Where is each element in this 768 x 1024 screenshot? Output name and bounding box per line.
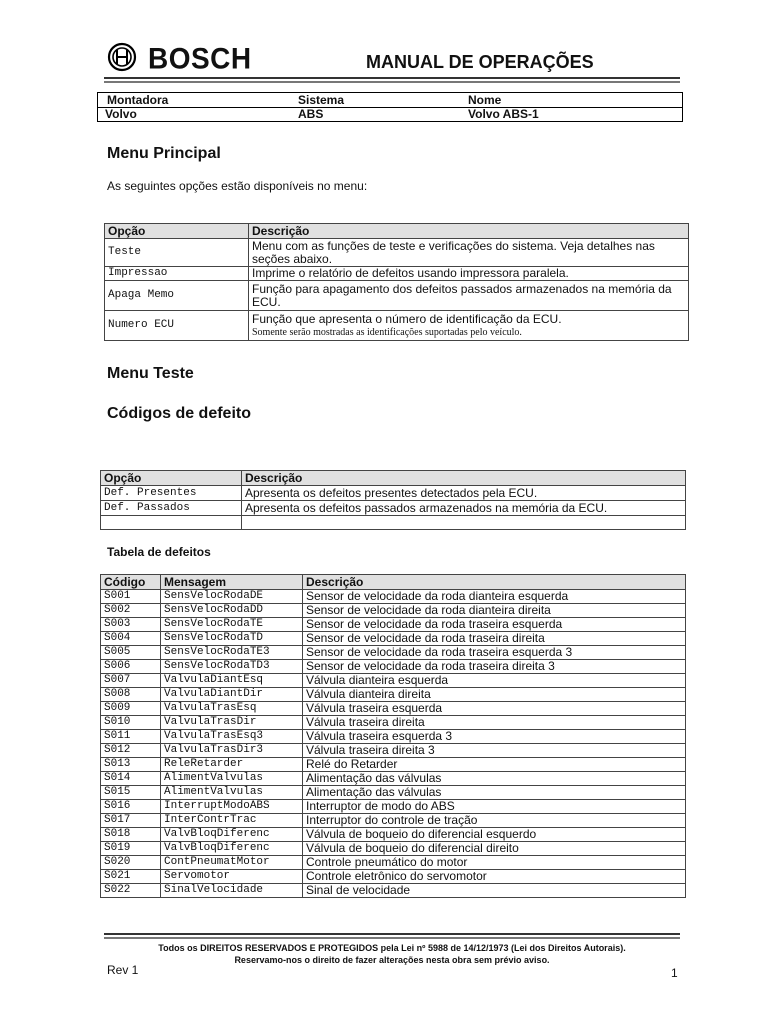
document-title: MANUAL DE OPERAÇÕES <box>366 52 594 72</box>
table-header-row <box>105 224 689 239</box>
column-header-descricao: Descrição <box>242 471 686 486</box>
defect-code-cell: S009 <box>101 702 161 716</box>
table-row <box>101 856 686 870</box>
option-cell: Impressao <box>105 267 249 281</box>
table-header-row <box>101 575 686 590</box>
column-header-descricao: Descrição <box>249 224 689 239</box>
section-heading-menu-principal: Menu Principal <box>107 145 221 162</box>
table-row <box>101 618 686 632</box>
defect-description-cell: Válvula dianteira esquerda <box>303 674 686 688</box>
defect-code-cell: S002 <box>101 604 161 618</box>
defect-code-cell: S017 <box>101 814 161 828</box>
bosch-logo-icon <box>107 42 137 72</box>
defect-description-cell: Válvula traseira esquerda <box>303 702 686 716</box>
table-row <box>101 744 686 758</box>
defect-message-cell: ValvulaDiantDir <box>161 688 303 702</box>
description-cell <box>249 311 689 341</box>
defect-description-cell: Válvula de boqueio do diferencial esquerdo <box>303 828 686 842</box>
defect-message-cell: SensVelocRodaTD3 <box>161 660 303 674</box>
description-cell: Função para apagamento dos defeitos passados armazenados na memória da ECU. <box>249 281 689 311</box>
column-header-codigo: Código <box>101 575 161 590</box>
defect-description-cell: Interruptor do controle de tração <box>303 814 686 828</box>
value-montadora: Volvo <box>105 107 137 121</box>
defect-code-cell: S012 <box>101 744 161 758</box>
defect-message-cell: Servomotor <box>161 870 303 884</box>
defect-description-cell: Controle pneumático do motor <box>303 856 686 870</box>
defect-description-cell: Interruptor de modo do ABS <box>303 800 686 814</box>
page-number: 1 <box>671 966 678 980</box>
defect-message-cell: SensVelocRodaTD <box>161 632 303 646</box>
table-header-row <box>101 471 686 486</box>
description-cell: Apresenta os defeitos presentes detectados pela ECU. <box>242 486 686 501</box>
defect-message-cell: SinalVelocidade <box>161 884 303 898</box>
defect-code-cell: S019 <box>101 842 161 856</box>
value-nome: Volvo ABS-1 <box>468 107 539 121</box>
defect-description-cell: Válvula traseira direita 3 <box>303 744 686 758</box>
table-row <box>101 646 686 660</box>
defect-message-cell: ReleRetarder <box>161 758 303 772</box>
defect-table <box>100 574 686 898</box>
defect-code-cell: S022 <box>101 884 161 898</box>
table-row <box>105 267 689 281</box>
option-cell: Teste <box>105 239 249 267</box>
defect-code-cell: S014 <box>101 772 161 786</box>
defect-description-cell: Sensor de velocidade da roda traseira esquerda <box>303 618 686 632</box>
defect-description-cell: Sensor de velocidade da roda dianteira direita <box>303 604 686 618</box>
defect-message-cell: SensVelocRodaDD <box>161 604 303 618</box>
defect-message-cell: ValvBloqDiferenc <box>161 842 303 856</box>
defect-message-cell: SensVelocRodaTE3 <box>161 646 303 660</box>
table-row <box>101 501 686 516</box>
table-row <box>105 281 689 311</box>
table-row <box>101 632 686 646</box>
section-subheading-codigos: Códigos de defeito <box>107 405 251 422</box>
defect-description-cell: Alimentação das válvulas <box>303 772 686 786</box>
defect-message-cell: ValvBloqDiferenc <box>161 828 303 842</box>
column-header-opcao: Opção <box>105 224 249 239</box>
defect-message-cell: InterruptModoABS <box>161 800 303 814</box>
defect-code-cell: S020 <box>101 856 161 870</box>
table-row <box>101 758 686 772</box>
defect-message-cell: ValvulaTrasEsq <box>161 702 303 716</box>
menu-teste-table <box>100 470 686 530</box>
option-cell: Apaga Memo <box>105 281 249 311</box>
description-note: Somente serão mostradas as identificações suportadas pelo veículo. <box>252 326 522 338</box>
menu-principal-table <box>104 223 689 341</box>
column-header-opcao: Opção <box>101 471 242 486</box>
defect-message-cell: ValvulaTrasDir3 <box>161 744 303 758</box>
label-montadora: Montadora <box>107 93 169 107</box>
option-cell: Def. Passados <box>101 501 242 516</box>
footer-divider <box>104 933 680 935</box>
section-heading-menu-teste: Menu Teste <box>107 365 194 382</box>
table-row <box>101 604 686 618</box>
table-row <box>105 311 689 341</box>
defect-code-cell: S003 <box>101 618 161 632</box>
rights-notice: Reservamo-nos o direito de fazer alterações nesta obra sem prévio aviso. <box>234 955 550 965</box>
defect-description-cell: Relé do Retarder <box>303 758 686 772</box>
option-cell: Numero ECU <box>105 311 249 341</box>
option-cell <box>101 516 242 530</box>
description-cell <box>242 516 686 530</box>
table-row <box>101 674 686 688</box>
table-row <box>101 870 686 884</box>
description-cell: Apresenta os defeitos passados armazenados na memória da ECU. <box>242 501 686 516</box>
header-divider <box>104 77 680 79</box>
table-row <box>101 486 686 501</box>
defect-code-cell: S016 <box>101 800 161 814</box>
defect-code-cell: S010 <box>101 716 161 730</box>
defect-table-heading: Tabela de defeitos <box>107 545 211 559</box>
table-row <box>101 800 686 814</box>
table-row <box>101 842 686 856</box>
table-row <box>101 786 686 800</box>
defect-description-cell: Válvula de boqueio do diferencial direito <box>303 842 686 856</box>
defect-message-cell: ValvulaDiantEsq <box>161 674 303 688</box>
defect-message-cell: ValvulaTrasDir <box>161 716 303 730</box>
footer-divider <box>104 937 680 939</box>
table-row <box>101 702 686 716</box>
defect-message-cell: ValvulaTrasEsq3 <box>161 730 303 744</box>
defect-code-cell: S011 <box>101 730 161 744</box>
defect-description-cell: Válvula dianteira direita <box>303 688 686 702</box>
table-row <box>101 814 686 828</box>
defect-code-cell: S013 <box>101 758 161 772</box>
option-cell: Def. Presentes <box>101 486 242 501</box>
table-row <box>101 660 686 674</box>
description-cell: Imprime o relatório de defeitos usando impressora paralela. <box>249 267 689 281</box>
table-row <box>101 884 686 898</box>
defect-description-cell: Sensor de velocidade da roda traseira esquerda 3 <box>303 646 686 660</box>
defect-code-cell: S005 <box>101 646 161 660</box>
defect-description-cell: Sensor de velocidade da roda traseira direita <box>303 632 686 646</box>
brand-name: BOSCH <box>148 42 252 75</box>
defect-code-cell: S004 <box>101 632 161 646</box>
defect-code-cell: S001 <box>101 590 161 604</box>
defect-description-cell: Válvula traseira esquerda 3 <box>303 730 686 744</box>
info-divider <box>98 107 682 108</box>
defect-description-cell: Sinal de velocidade <box>303 884 686 898</box>
defect-code-cell: S021 <box>101 870 161 884</box>
defect-code-cell: S006 <box>101 660 161 674</box>
table-row <box>101 590 686 604</box>
defect-message-cell: ContPneumatMotor <box>161 856 303 870</box>
defect-message-cell: InterContrTrac <box>161 814 303 828</box>
defect-description-cell: Controle eletrônico do servomotor <box>303 870 686 884</box>
defect-message-cell: SensVelocRodaTE <box>161 618 303 632</box>
copyright-notice: Todos os DIREITOS RESERVADOS E PROTEGIDOS pela Lei nº 5988 de 14/12/1973 (Lei dos Direitos Autorais). <box>158 943 626 953</box>
label-sistema: Sistema <box>298 93 345 107</box>
table-row <box>101 716 686 730</box>
defect-code-cell: S015 <box>101 786 161 800</box>
defect-code-cell: S018 <box>101 828 161 842</box>
description-cell: Menu com as funções de teste e verificações do sistema. Veja detalhes nas seções abaixo. <box>249 239 689 267</box>
vehicle-info-box <box>97 92 683 122</box>
menu-intro-text: As seguintes opções estão disponíveis no menu: <box>107 179 368 193</box>
table-row <box>101 730 686 744</box>
defect-description-cell: Alimentação das válvulas <box>303 786 686 800</box>
defect-message-cell: SensVelocRodaDE <box>161 590 303 604</box>
defect-description-cell: Válvula traseira direita <box>303 716 686 730</box>
value-sistema: ABS <box>298 107 324 121</box>
defect-code-cell: S007 <box>101 674 161 688</box>
description-text: Função que apresenta o número de identificação da ECU. <box>252 311 562 326</box>
defect-message-cell: AlimentValvulas <box>161 786 303 800</box>
table-row <box>101 516 686 530</box>
defect-description-cell: Sensor de velocidade da roda traseira direita 3 <box>303 660 686 674</box>
column-header-mensagem: Mensagem <box>161 575 303 590</box>
label-nome: Nome <box>468 93 502 107</box>
table-row <box>101 772 686 786</box>
table-row <box>101 688 686 702</box>
column-header-descricao: Descrição <box>303 575 686 590</box>
table-row <box>101 828 686 842</box>
revision-label: Rev 1 <box>107 963 139 977</box>
defect-code-cell: S008 <box>101 688 161 702</box>
defect-description-cell: Sensor de velocidade da roda dianteira esquerda <box>303 590 686 604</box>
table-row <box>105 239 689 267</box>
header-divider <box>104 81 680 83</box>
defect-message-cell: AlimentValvulas <box>161 772 303 786</box>
